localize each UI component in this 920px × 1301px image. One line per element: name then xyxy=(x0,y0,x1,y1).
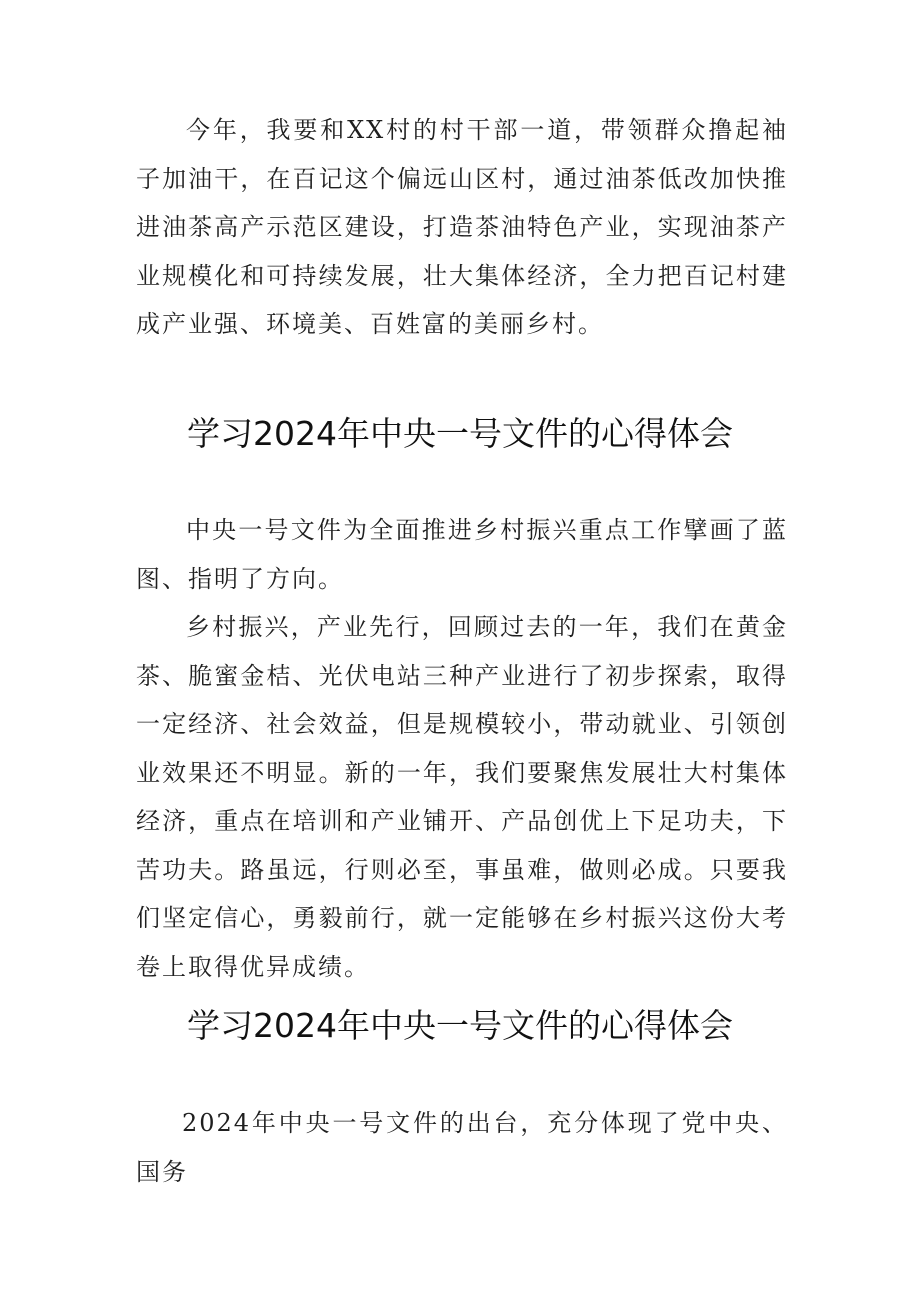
body-paragraph: 今年，我要和XX村的村干部一道，带领群众撸起袖子加油干，在百记这个偏远山区村，通过油茶低改加快推进油茶高产示范区建设，打造茶油特色产业，实现油茶产业规模化和可持续发展，壮大集体经济，全力把百记村建成产业强、环境美、百姓富的美丽乡村。 xyxy=(136,116,788,338)
body-paragraph: 2024年中央一号文件的出台，充分体现了党中央、国务 xyxy=(136,1109,788,1186)
body-paragraph: 中央一号文件为全面推进乡村振兴重点工作擘画了蓝图、指明了方向。 xyxy=(136,516,788,593)
section-heading: 学习2024年中央一号文件的心得体会 xyxy=(187,414,733,453)
body-paragraph: 乡村振兴，产业先行，回顾过去的一年，我们在黄金茶、脆蜜金桔、光伏电站三种产业进行了初步探索，取得一定经济、社会效益，但是规模较小，带动就业、引领创业效果还不明显。新的一年，我们要聚焦发展壮大村集体经济，重点在培训和产业铺开、产品创优上下足功夫，下苦功夫。路虽远，行则必至，事虽难，做则必成。只要我们坚定信心，勇毅前行，就一定能够在乡村振兴这份大考卷上取得优异成绩。 xyxy=(136,613,788,981)
section-heading: 学习2024年中央一号文件的心得体会 xyxy=(187,1006,733,1045)
